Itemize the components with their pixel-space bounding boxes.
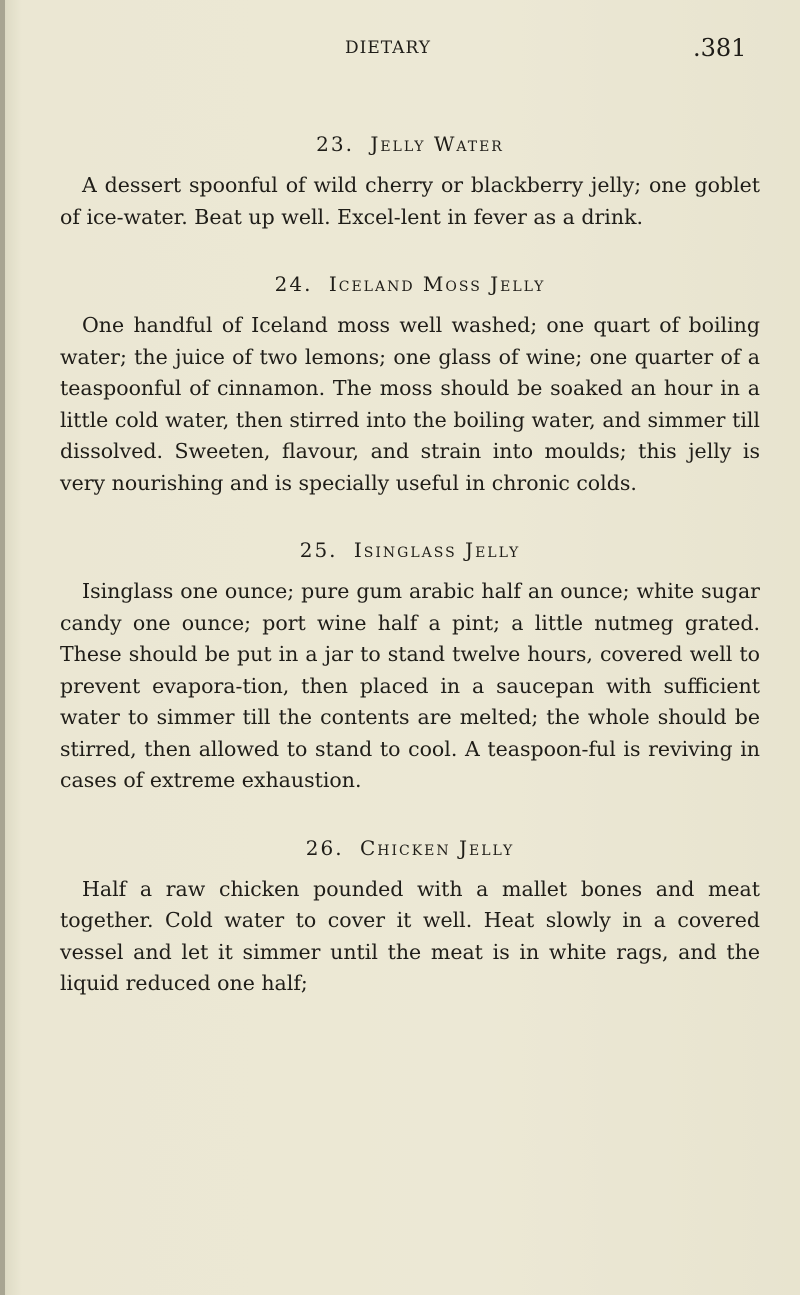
recipe-number: 23.: [316, 132, 354, 156]
recipe-text: Isinglass one ounce; pure gum arabic half an ounce; white sugar candy one ounce; port wine half a pint; a little nutmeg grated. These should be put in a jar to stand twelve hours, covered well to prevent evapora-tion, then placed in a saucepan with sufficient water to simmer till the contents are melted; the whole should be stirred, then allowed to stand to cool. A teaspoon-ful is reviving in cases of extreme exhaustion.: [60, 579, 760, 792]
recipe-text: One handful of Iceland moss well washed; one quart of boiling water; the juice of two lemons; one glass of wine; one quarter of a teaspoonful of cinnamon. The moss should be soaked an hour in a little cold water, then stirred into the boiling water, and simmer till dissolved. Sweeten, flavour, and strain into moulds; this jelly is very nourishing and is specially useful in chronic colds.: [60, 313, 760, 495]
recipe-title: Isinglass Jelly: [353, 538, 521, 562]
page-binding-edge: [0, 0, 5, 1295]
recipe-text: Half a raw chicken pounded with a mallet bones and meat together. Cold water to cover it well. Heat slowly in a covered vessel and let it simmer until the meat is in white rags, and the liquid reduced one half;: [60, 876, 760, 995]
recipe-text: A dessert spoonful of wild cherry or blackberry jelly; one goblet of ice-water. Beat up well. Excel-lent in fever as a drink.: [60, 173, 760, 229]
recipe-heading: [60, 130, 760, 158]
recipe-number: 26.: [305, 835, 344, 860]
recipe-title: Chicken Jelly: [359, 835, 515, 860]
running-title: DIETARY: [345, 38, 431, 58]
recipe-number: 24.: [274, 272, 313, 296]
recipe-title: Iceland Moss Jelly: [328, 272, 546, 296]
recipe-heading: [60, 270, 760, 298]
page-content: [60, 130, 760, 1037]
recipe-23: [60, 130, 760, 233]
page-number: .381: [693, 34, 747, 62]
recipe-24: [60, 270, 760, 499]
recipe-number: 25.: [299, 538, 338, 562]
recipe-25: [60, 536, 760, 797]
recipe-heading: [60, 536, 760, 564]
recipe-title: Jelly Water: [370, 132, 504, 156]
recipe-26: [60, 834, 760, 1000]
recipe-heading: [60, 834, 760, 862]
page-header: [0, 34, 800, 74]
